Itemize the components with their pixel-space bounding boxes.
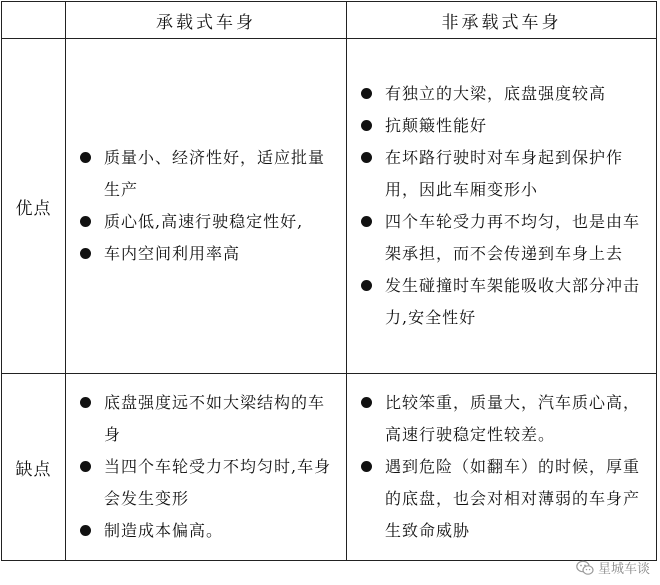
bullet-icon — [80, 216, 91, 227]
header-monocoque: 承载式车身 — [66, 2, 347, 39]
list-item — [355, 142, 646, 206]
bullet-icon — [80, 152, 91, 163]
pros-monocoque-cell — [66, 39, 347, 374]
header-body-on-frame: 非承载式车身 — [347, 2, 657, 39]
comparison-table — [1, 1, 657, 561]
list-item — [74, 238, 336, 270]
bullet-icon — [361, 152, 372, 163]
list-item-text: 遇到危险（如翻车）的时候，厚重的底盘，也会对相对薄弱的车身产生致命威胁 — [385, 457, 641, 540]
cons-row — [2, 374, 657, 561]
list-item — [74, 206, 336, 238]
bullet-icon — [80, 525, 91, 536]
cons-body-on-frame-list — [347, 387, 656, 547]
list-item — [355, 78, 646, 110]
bullet-icon — [361, 397, 372, 408]
list-item-text: 发生碰撞时车架能吸收大部分冲击力,安全性好 — [385, 276, 641, 327]
list-item-text: 比较笨重，质量大，汽车质心高，高速行驶稳定性较差。 — [385, 393, 641, 444]
list-item-text: 制造成本偏高。 — [104, 521, 224, 540]
wechat-icon — [576, 560, 594, 576]
list-item-text: 在坏路行驶时对车身起到保护作用，因此车厢变形小 — [385, 148, 624, 199]
list-item-text: 有独立的大梁，底盘强度较高 — [385, 84, 607, 103]
list-item-text: 四个车轮受力再不均匀，也是由车架承担，而不会传递到车身上去 — [385, 212, 641, 263]
list-item — [355, 387, 646, 451]
list-item — [355, 451, 646, 547]
watermark-text: 星城车谈 — [597, 562, 650, 577]
bullet-icon — [361, 88, 372, 99]
bullet-icon — [361, 216, 372, 227]
list-item — [74, 142, 336, 206]
list-item-text: 底盘强度远不如大梁结构的车身 — [104, 393, 326, 444]
pros-label: 优点 — [2, 39, 66, 374]
pros-body-on-frame-cell — [347, 39, 657, 374]
list-item — [355, 110, 646, 142]
list-item-text: 质量小、经济性好，适应批量生产 — [104, 148, 326, 199]
bullet-icon — [80, 248, 91, 259]
watermark — [576, 558, 650, 577]
pros-body-on-frame-list — [347, 78, 656, 334]
list-item-text: 当四个车轮受力不均匀时,车身会发生变形 — [104, 457, 332, 508]
list-item-text: 车内空间利用率高 — [104, 244, 241, 263]
bullet-icon — [361, 461, 372, 472]
list-item — [74, 451, 336, 515]
list-item-text: 质心低,高速行驶稳定性好, — [104, 212, 304, 231]
list-item — [355, 206, 646, 270]
bullet-icon — [361, 120, 372, 131]
header-row — [2, 2, 657, 39]
pros-row — [2, 39, 657, 374]
list-item-text: 抗颠簸性能好 — [385, 116, 488, 135]
header-blank-cell — [2, 2, 66, 39]
list-item — [74, 515, 336, 547]
list-item — [74, 387, 336, 451]
pros-monocoque-list — [66, 142, 346, 270]
list-item — [355, 270, 646, 334]
cons-body-on-frame-cell — [347, 374, 657, 561]
cons-monocoque-cell — [66, 374, 347, 561]
cons-label: 缺点 — [2, 374, 66, 561]
bullet-icon — [361, 280, 372, 291]
bullet-icon — [80, 461, 91, 472]
bullet-icon — [80, 397, 91, 408]
cons-monocoque-list — [66, 387, 346, 547]
